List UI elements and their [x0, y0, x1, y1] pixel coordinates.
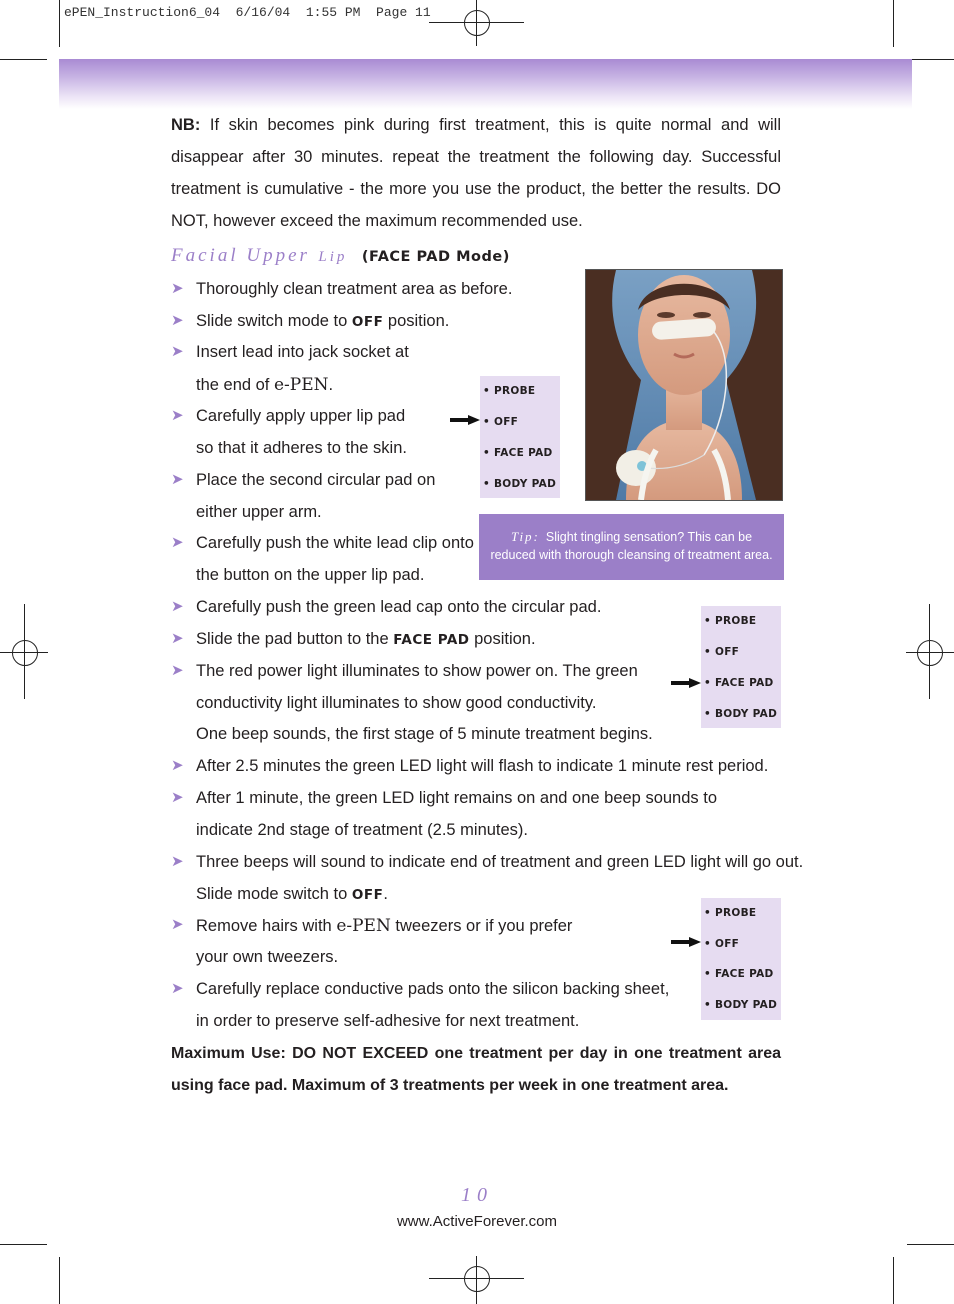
- step-text: .: [328, 376, 334, 394]
- step-line: Insert lead into jack socket at: [196, 343, 409, 361]
- step-line: indicate 2nd stage of treatment (2.5 minutes).: [196, 821, 529, 839]
- mode-option: • FACE PAD: [704, 677, 774, 689]
- step-line: the button on the upper lip pad.: [196, 566, 425, 584]
- step-line: Carefully push the white lead clip onto: [196, 534, 474, 552]
- step-text: Remove hairs with: [196, 917, 337, 935]
- crop-mark: [59, 1257, 60, 1304]
- step-line: either upper arm.: [196, 503, 322, 521]
- step-text: Slide mode switch to: [196, 885, 352, 903]
- bullet-arrow-icon: ➤: [171, 916, 184, 933]
- section-title-text-b: Lip: [318, 249, 348, 265]
- registration-mark: [917, 640, 943, 666]
- mode-selector-panel: [701, 898, 781, 1020]
- tip-box: [479, 514, 784, 580]
- step-line: Carefully apply upper lip pad: [196, 407, 406, 425]
- mode-option: • PROBE: [704, 615, 757, 627]
- bullet-arrow-icon: ➤: [171, 312, 184, 329]
- step-line: so that it adheres to the skin.: [196, 439, 407, 457]
- registration-mark: [464, 10, 490, 36]
- step-line: in order to preserve self-adhesive for next treatment.: [196, 1012, 580, 1030]
- section-title: [171, 245, 510, 267]
- print-slug: ePEN_Instruction6_04 6/16/04 1:55 PM Page 11: [64, 5, 431, 20]
- mode-option: • FACE PAD: [483, 447, 553, 459]
- mode-option: • BODY PAD: [483, 478, 557, 490]
- mode-selector-panel: [701, 606, 781, 728]
- crop-mark: [0, 1244, 47, 1245]
- bullet-arrow-icon: ➤: [171, 343, 184, 360]
- bullet-arrow-icon: ➤: [171, 598, 184, 615]
- bullet-arrow-icon: ➤: [171, 534, 184, 551]
- crop-mark: [893, 0, 894, 47]
- step-line: Three beeps will sound to indicate end of treatment and green LED light will go out.: [196, 853, 804, 871]
- step-text: the end of: [196, 376, 274, 394]
- step-text: position.: [383, 312, 450, 330]
- nb-label: NB:: [171, 116, 201, 134]
- bullet-arrow-icon: ➤: [171, 789, 184, 806]
- registration-mark: [464, 1266, 490, 1292]
- step-line: Thoroughly clean treatment area as before.: [196, 280, 513, 298]
- step-text: tweezers or if you prefer: [390, 917, 573, 935]
- mode-option: • OFF: [483, 416, 519, 428]
- mode-keyword: OFF: [351, 887, 384, 903]
- mode-keyword: OFF: [351, 314, 384, 330]
- step-text: Slide the pad button to the: [196, 630, 394, 648]
- bullet-arrow-icon: ➤: [171, 471, 184, 488]
- mode-option: • FACE PAD: [704, 968, 774, 980]
- step-line: Carefully push the green lead cap onto the circular pad.: [196, 598, 602, 616]
- mode-option: • PROBE: [704, 907, 757, 919]
- mode-option: • PROBE: [483, 385, 536, 397]
- step-line: your own tweezers.: [196, 948, 339, 966]
- registration-line: [476, 1256, 477, 1304]
- woman-with-face-pad-image: [586, 270, 782, 500]
- bullet-arrow-icon: ➤: [171, 853, 184, 870]
- mode-option: • BODY PAD: [704, 999, 778, 1011]
- step-line: Carefully replace conductive pads onto the silicon backing sheet,: [196, 980, 670, 998]
- brand-name: e-PEN: [273, 375, 329, 395]
- max-use-warning: Maximum Use: DO NOT EXCEED one treatment per day in one treatment area using face pad. Maximum of 3 treatments per week in one treatment area.: [171, 1045, 781, 1094]
- step-text: Slide switch mode to: [196, 312, 352, 330]
- nb-paragraph: [171, 109, 781, 237]
- tip-text: Slight tingling sensation? This can be: [545, 530, 753, 544]
- step-line: [196, 312, 449, 331]
- step-line: [196, 630, 536, 649]
- tip-label: Tip:: [510, 529, 540, 544]
- page-number: 10: [461, 1184, 493, 1206]
- pointer-arrow-icon: [671, 678, 701, 688]
- product-use-photo: [585, 269, 783, 501]
- step-text: .: [383, 885, 388, 903]
- mode-option: • OFF: [704, 938, 740, 950]
- step-line: [196, 916, 572, 936]
- step-line: [196, 375, 333, 395]
- pointer-arrow-icon: [450, 415, 480, 425]
- bullet-arrow-icon: ➤: [171, 980, 184, 997]
- bullet-arrow-icon: ➤: [171, 662, 184, 679]
- bullet-arrow-icon: ➤: [171, 630, 184, 647]
- mode-selector-panel: [480, 376, 560, 498]
- mode-keyword: FACE PAD: [393, 632, 470, 648]
- crop-mark: [907, 59, 954, 60]
- registration-mark: [12, 640, 38, 666]
- registration-line: [24, 604, 25, 699]
- section-mode: (FACE PAD Mode): [361, 249, 510, 265]
- step-line: After 1 minute, the green LED light remains on and one beep sounds to: [196, 789, 717, 807]
- registration-line: [476, 0, 477, 46]
- crop-mark: [59, 0, 60, 47]
- step-line: After 2.5 minutes the green LED light will flash to indicate 1 minute rest period.: [196, 757, 769, 775]
- step-line: One beep sounds, the first stage of 5 minute treatment begins.: [196, 725, 653, 743]
- bullet-arrow-icon: ➤: [171, 407, 184, 424]
- nb-text: If skin becomes pink during first treatment, this is quite normal and will disappear after 30 minutes. repeat the treatment the following day. Successful treatment is cumulative - the more you use the product, the better the results. DO NOT, however exceed the maximum recommended use.: [171, 116, 781, 230]
- step-line: Place the second circular pad on: [196, 471, 436, 489]
- step-line: The red power light illuminates to show power on. The green: [196, 662, 638, 680]
- bullet-arrow-icon: ➤: [171, 757, 184, 774]
- mode-option: • OFF: [704, 646, 740, 658]
- crop-mark: [0, 59, 47, 60]
- registration-line: [906, 652, 954, 653]
- tip-text: reduced with thorough cleansing of treatment area.: [490, 548, 773, 562]
- brand-name: e-PEN: [336, 916, 391, 936]
- registration-line: [929, 604, 930, 699]
- bullet-arrow-icon: ➤: [171, 280, 184, 297]
- step-line: [196, 885, 388, 904]
- crop-mark: [907, 1244, 954, 1245]
- section-title-text: Facial Upper: [171, 245, 310, 266]
- header-band: [59, 59, 912, 109]
- pointer-arrow-icon: [671, 937, 701, 947]
- footer-url: www.ActiveForever.com: [396, 1213, 558, 1230]
- crop-mark: [893, 1257, 894, 1304]
- step-line: conductivity light illuminates to show good conductivity.: [196, 694, 597, 712]
- step-text: position.: [469, 630, 536, 648]
- mode-option: • BODY PAD: [704, 708, 778, 720]
